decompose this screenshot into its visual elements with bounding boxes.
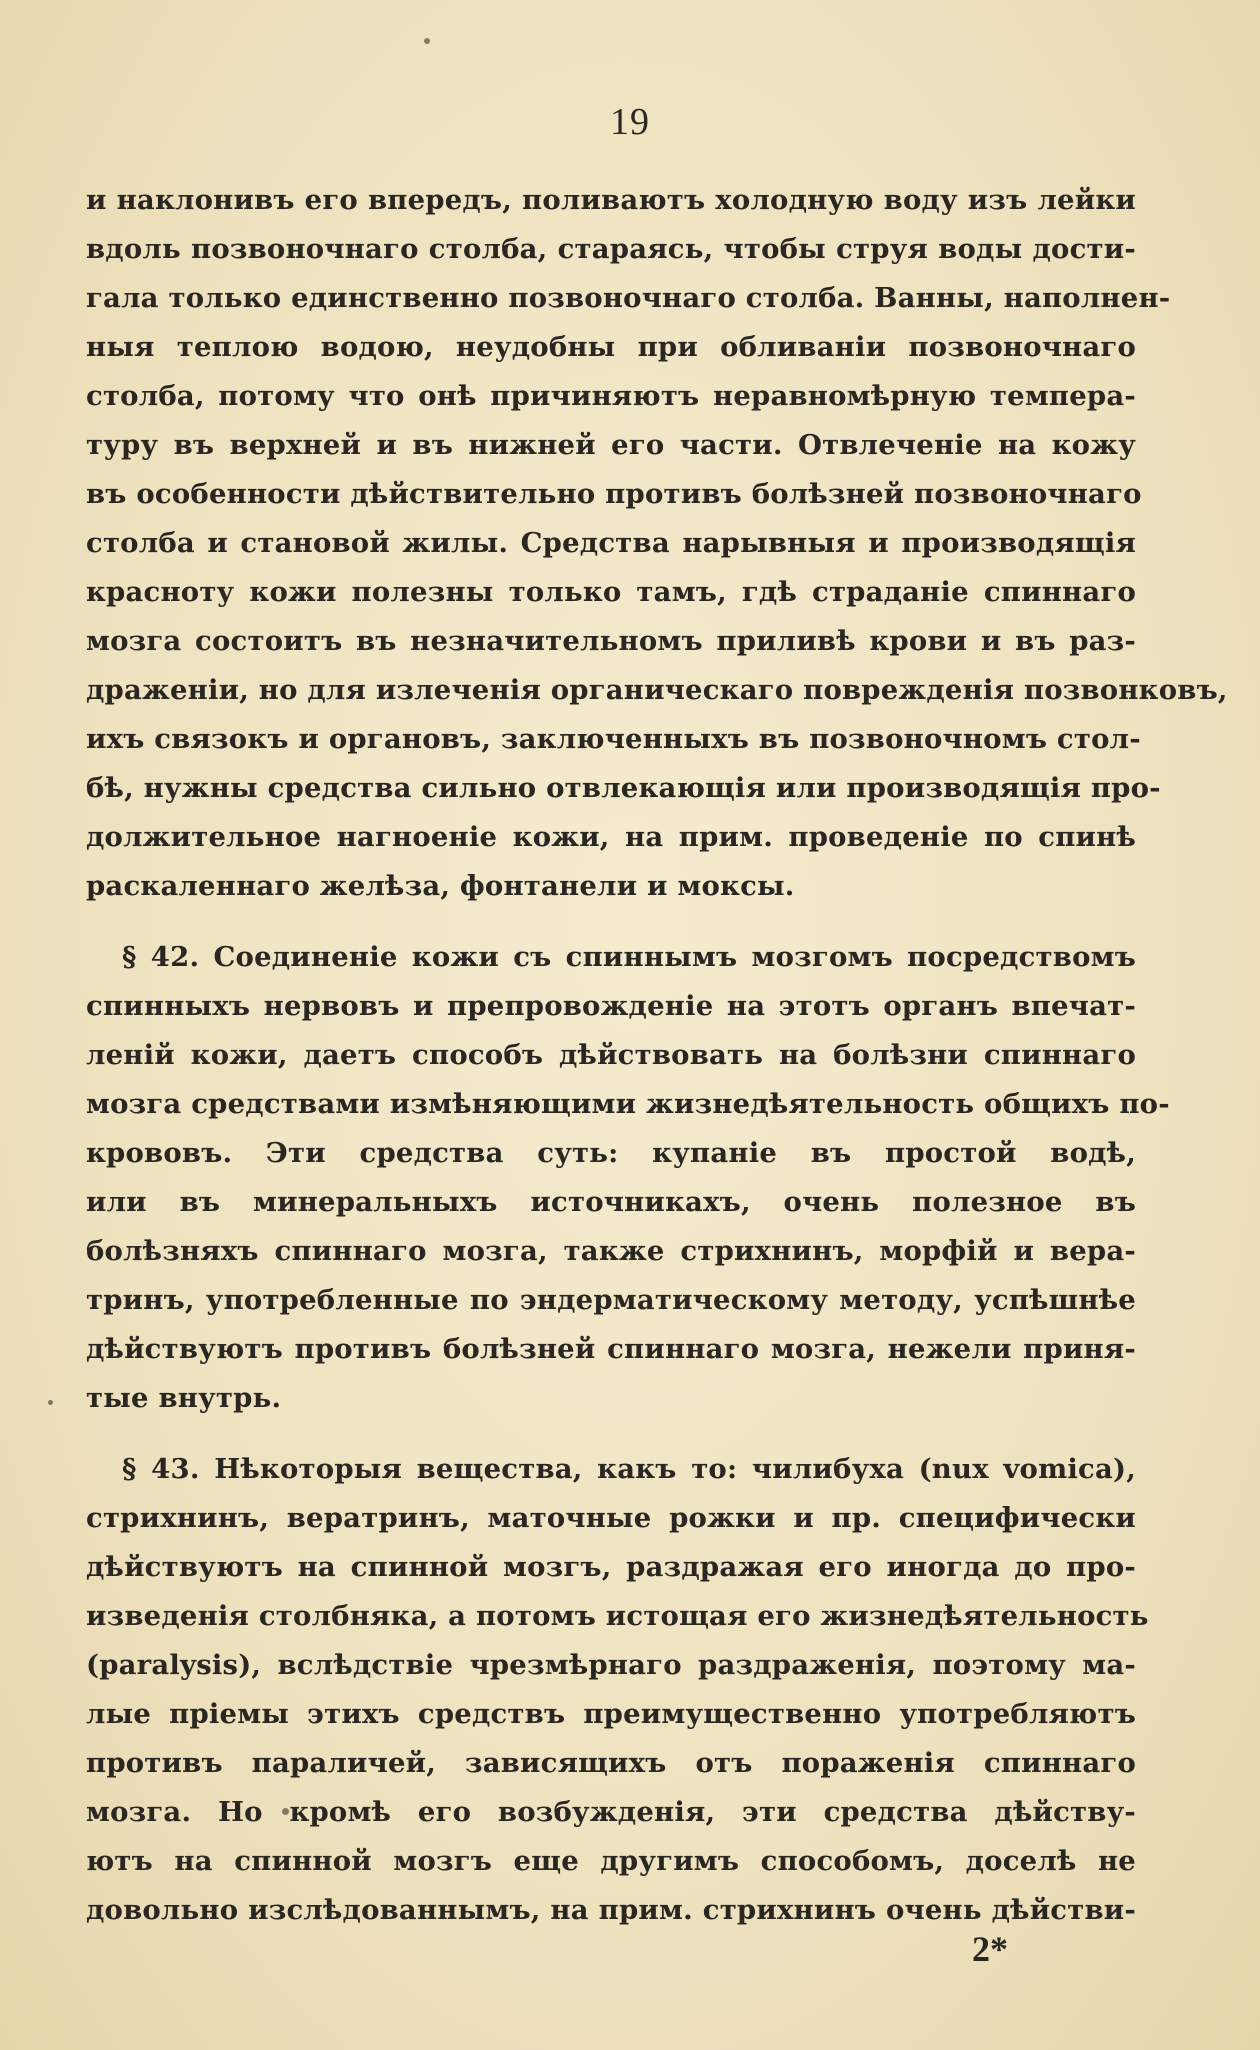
text-line: лые пріемы этихъ средствъ преимущественно употребляютъ bbox=[86, 1698, 1136, 1730]
text-line: бѣ, нужны средства сильно отвлекающія или производящія про- bbox=[86, 772, 1161, 804]
text-line: или въ минеральныхъ источникахъ, очень полезное въ bbox=[86, 1186, 1136, 1218]
text-line: крововъ. Эти средства суть: купаніе въ простой водѣ, bbox=[86, 1137, 1136, 1169]
text-line: туру въ верхней и въ нижней его части. Отвлеченіе на кожу bbox=[86, 429, 1136, 461]
text-line: болѣзняхъ спиннаго мозга, также стрихнинъ, морфій и вера- bbox=[86, 1235, 1136, 1267]
text-line: дѣйствуютъ на спинной мозгъ, раздражая его иногда до про- bbox=[86, 1551, 1136, 1583]
text-line: леній кожи, даетъ способъ дѣйствовать на болѣзни спиннаго bbox=[86, 1039, 1136, 1071]
text-line: спинныхъ нервовъ и препровожденіе на этотъ органъ впечат- bbox=[86, 990, 1136, 1022]
text-line: столба и становой жилы. Средства нарывныя и производящія bbox=[86, 527, 1136, 559]
text-line: въ особенности дѣйствительно противъ болѣзней позвоночнаго bbox=[86, 478, 1142, 510]
text-line: § 42. Соединеніе кожи съ спиннымъ мозгомъ посредствомъ bbox=[122, 941, 1136, 973]
text-line: довольно изслѣдованнымъ, на прим. стрихнинъ очень дѣйстви- bbox=[86, 1894, 1136, 1926]
text-line: мозга средствами измѣняющими жизнедѣятельность общихъ по- bbox=[86, 1088, 1170, 1120]
paragraph-gap bbox=[86, 911, 1136, 933]
signature-mark: 2* bbox=[972, 1929, 1008, 1969]
page-number: 19 bbox=[610, 101, 650, 143]
text-line: ихъ связокъ и органовъ, заключенныхъ въ позвоночномъ стол- bbox=[86, 723, 1141, 755]
text-line: гала только единственно позвоночнаго столба. Ванны, наполнен- bbox=[86, 282, 1171, 314]
print-speck bbox=[424, 38, 430, 44]
text-line: (paralysis), вслѣдствіе чрезмѣрнаго раздраженія, поэтому ма- bbox=[86, 1649, 1136, 1681]
text-line: драженіи, но для излеченія органическаго поврежденія позвонковъ, bbox=[86, 674, 1228, 706]
text-line: мозга состоитъ въ незначительномъ приливѣ крови и въ раз- bbox=[86, 625, 1136, 657]
text-line: противъ параличей, зависящихъ отъ пораженія спиннаго bbox=[86, 1747, 1136, 1779]
text-line: вдоль позвоночнаго столба, стараясь, чтобы струя воды дости- bbox=[86, 233, 1136, 265]
paragraph-section-43 bbox=[86, 1445, 1149, 1935]
text-line: столба, потому что онѣ причиняютъ неравномѣрную темпера- bbox=[86, 380, 1136, 412]
paragraph-gap bbox=[86, 1423, 1136, 1445]
text-line: красноту кожи полезны только тамъ, гдѣ страданіе спиннаго bbox=[86, 576, 1136, 608]
text-line: раскаленнаго желѣза, фонтанели и моксы. bbox=[86, 870, 795, 902]
text-line: должительное нагноеніе кожи, на прим. проведеніе по спинѣ bbox=[86, 821, 1136, 853]
text-line: и наклонивъ его впередъ, поливаютъ холодную воду изъ лейки bbox=[86, 184, 1136, 216]
text-line: тринъ, употребленные по эндерматическому методу, успѣшнѣе bbox=[86, 1284, 1136, 1316]
paragraph-section-42 bbox=[86, 933, 1170, 1423]
print-speck bbox=[48, 1400, 53, 1405]
text-line: тые внутрь. bbox=[86, 1382, 282, 1414]
text-line: ныя теплою водою, неудобны при обливаніи позвоночнаго bbox=[86, 331, 1136, 363]
text-line: мозга. Но кромѣ его возбужденія, эти средства дѣйству- bbox=[86, 1796, 1136, 1828]
text-line: стрихнинъ, вератринъ, маточные рожки и пр. специфически bbox=[86, 1502, 1136, 1534]
text-line: дѣйствуютъ противъ болѣзней спиннаго мозга, нежели приня- bbox=[86, 1333, 1136, 1365]
text-line: изведенія столбняка, а потомъ истощая его жизнедѣятельность bbox=[86, 1600, 1149, 1632]
text-line: ютъ на спинной мозгъ еще другимъ способомъ, доселѣ не bbox=[86, 1845, 1136, 1877]
text-line: § 43. Нѣкоторыя вещества, какъ то: чилибуха (nux vomica), bbox=[122, 1453, 1136, 1485]
paragraph-continuation bbox=[86, 176, 1228, 911]
body-text bbox=[86, 176, 1228, 1935]
